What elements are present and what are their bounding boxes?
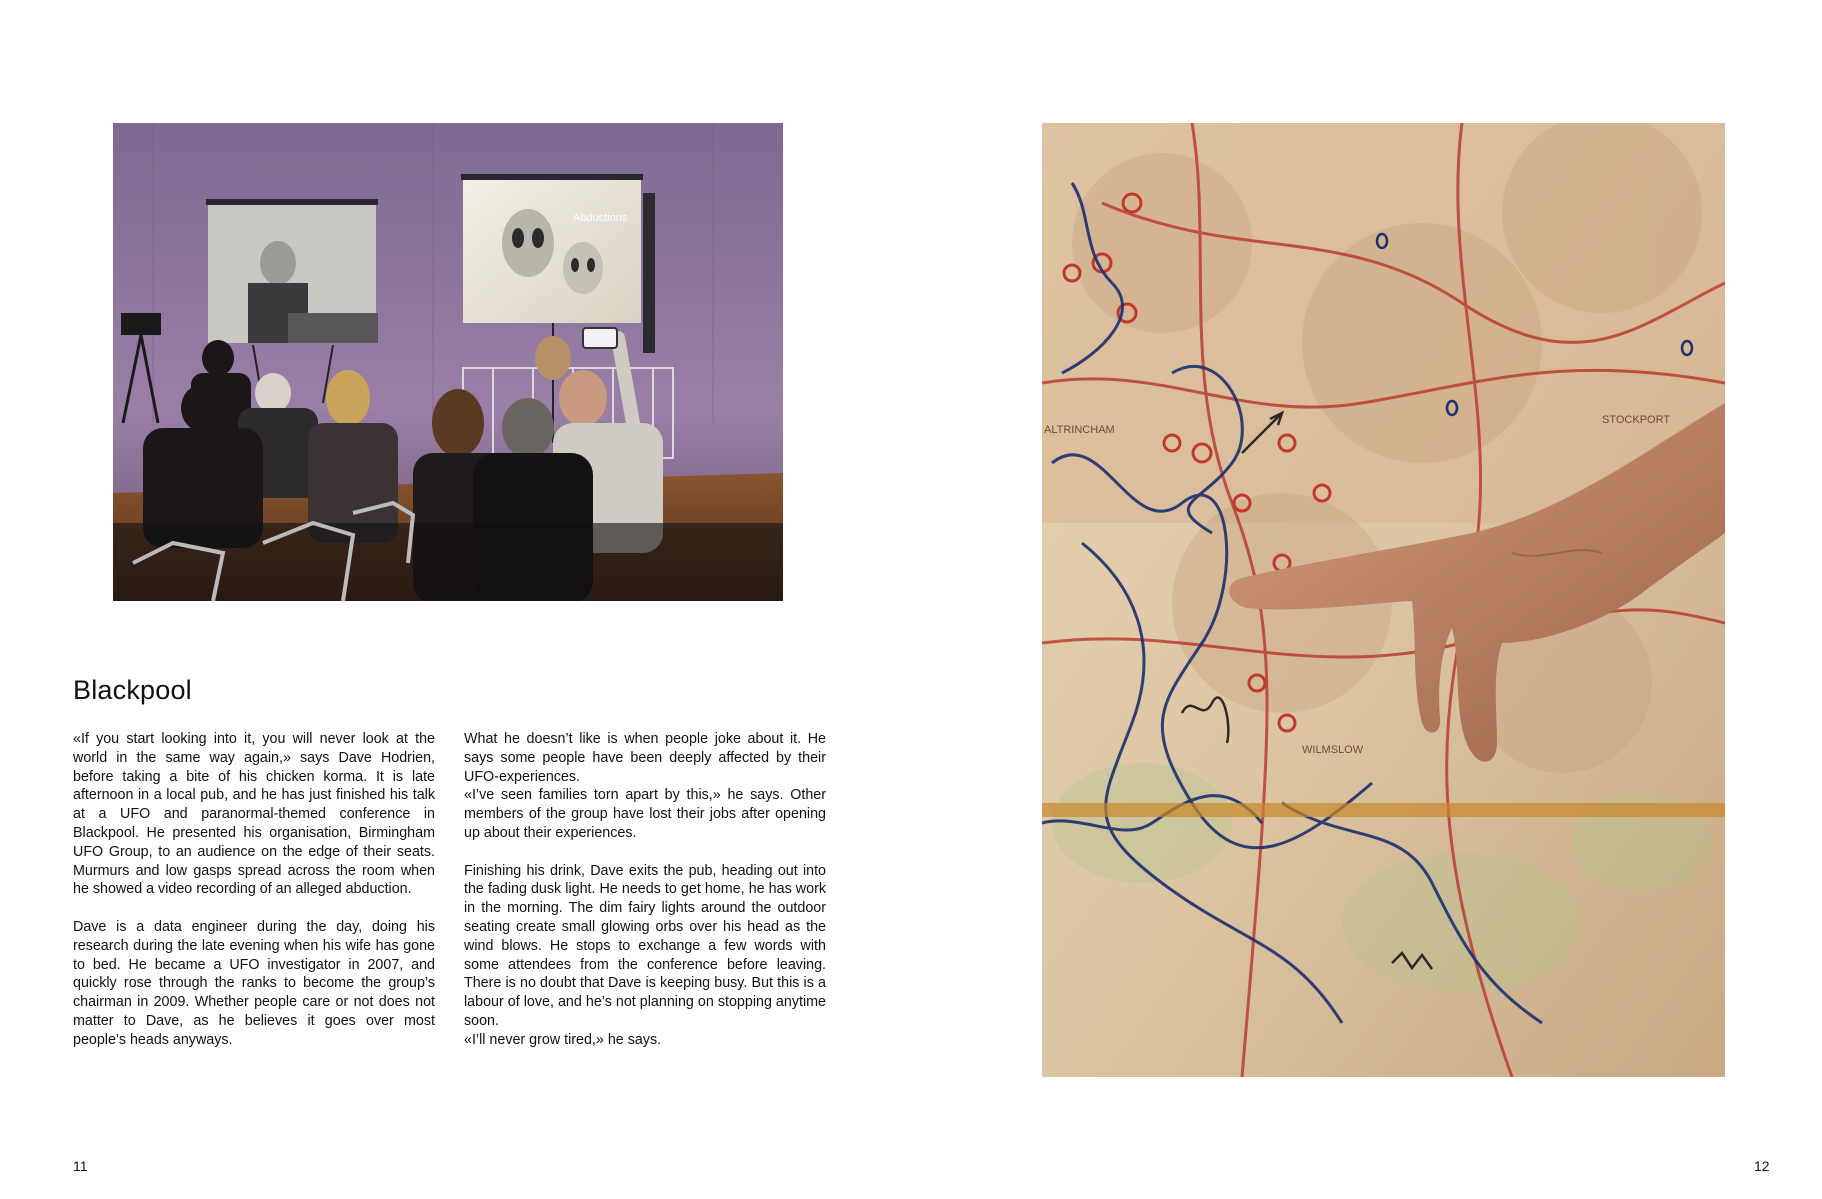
screen-caption: Abductions bbox=[573, 212, 628, 224]
page-number-right: 12 bbox=[1754, 1158, 1770, 1174]
svg-text:ALTRINCHAM: ALTRINCHAM bbox=[1044, 424, 1115, 436]
paragraph: Dave is a data engineer during the day, doing his research during the late evening when his wife has gone to bed. He became a UFO investigator in 2007, and quickly rose through the ranks to become the group’s chairman in 2009. Whether people care or not does not matter to Dave, as he believes it goes over most people’s heads anyways. bbox=[73, 918, 435, 1048]
map-illustration bbox=[1042, 123, 1725, 1077]
page-number-left: 11 bbox=[73, 1158, 88, 1174]
paragraph: What he doesn’t like is when people joke about it. He says some people have been deeply affected by their UFO-experiences. bbox=[464, 731, 826, 785]
article-heading: Blackpool bbox=[73, 675, 192, 705]
conference-photo bbox=[113, 123, 783, 601]
text-column-right bbox=[464, 730, 826, 1050]
paragraph: «I’ve seen families torn apart by this,» he says. Other members of the group have lost their jobs after opening up about their experiences. bbox=[464, 787, 826, 841]
svg-text:WILMSLOW: WILMSLOW bbox=[1302, 744, 1364, 756]
paragraph: Finishing his drink, Dave exits the pub, heading out into the fading dusk light. He needs to get home, he has work in the morning. The dim fairy lights around the outdoor seating create small glowing orbs over his head as the wind blows. He stops to exchange a few words with some attendees from the conference before leaving. There is no doubt that Dave is keeping busy. But this is a labour of love, and he’s not planning on stopping anytime soon. bbox=[464, 862, 826, 1029]
paragraph: «If you start looking into it, you will never look at the world in the same way again,» says Dave Hodrien, before taking a bite of his chicken korma. It is late afternoon in a local pub, and he has just finished his talk at a UFO and paranormal-themed conference in Blackpool. He presented his organisation, Birmingham UFO Group, to an audience on the edge of their seats. Murmurs and low gasps spread across the room when he showed a video recording of an alleged abduction. bbox=[73, 731, 435, 898]
svg-text:STOCKPORT: STOCKPORT bbox=[1602, 414, 1671, 426]
map-fold bbox=[1042, 803, 1725, 817]
text-column-left bbox=[73, 730, 435, 1050]
map-hand-photo bbox=[1042, 123, 1725, 1077]
conference-illustration bbox=[113, 123, 783, 601]
paragraph: «I’ll never grow tired,» he says. bbox=[464, 1031, 662, 1048]
